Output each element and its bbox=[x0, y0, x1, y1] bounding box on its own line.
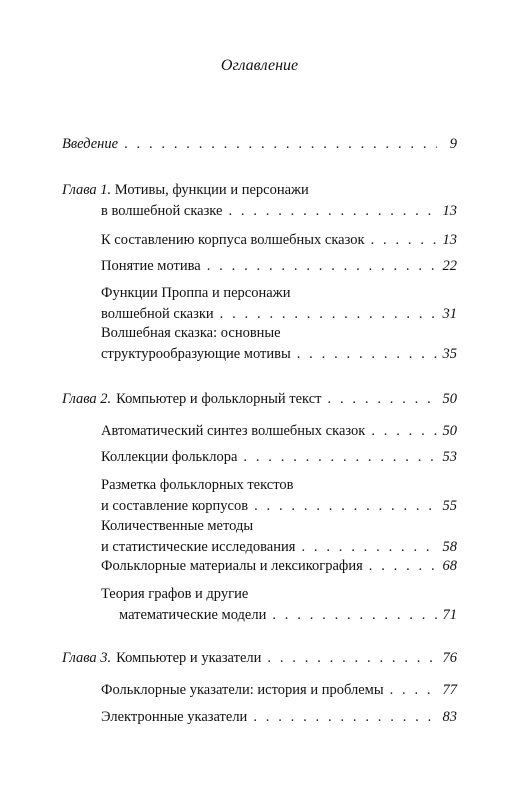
section-title-line: Функции Проппа и персонажи bbox=[101, 285, 291, 301]
leader-dots bbox=[301, 537, 436, 558]
toc-entry-section[interactable] bbox=[101, 230, 457, 251]
section-title-line: структурообразующие мотивы bbox=[101, 346, 291, 362]
page-number: 22 bbox=[442, 258, 457, 274]
chapter-title-line: Мотивы, функции и персонажи bbox=[114, 182, 309, 198]
page-number: 31 bbox=[442, 306, 457, 322]
section-title: Фольклорные указатели: история и проблемы bbox=[101, 682, 384, 698]
section-title-line: Волшебная сказка: основные bbox=[101, 325, 281, 341]
page-number: 77 bbox=[442, 682, 457, 698]
leader-dots bbox=[267, 648, 436, 669]
section-title-line: и статистические исследования bbox=[101, 539, 296, 555]
chapter-label: Глава 3. bbox=[62, 650, 112, 666]
page-number: 35 bbox=[442, 346, 457, 362]
chapter-title-line: в волшебной сказке bbox=[101, 203, 223, 219]
page-number: 83 bbox=[442, 709, 457, 725]
toc-entry-section[interactable] bbox=[101, 516, 457, 558]
toc-entry-section[interactable] bbox=[101, 680, 457, 701]
leader-dots bbox=[220, 304, 437, 325]
toc-entry-section[interactable] bbox=[101, 475, 457, 517]
chapter-label: Глава 1. bbox=[62, 182, 112, 198]
section-title-line: Количественные методы bbox=[101, 518, 254, 534]
chapter-title-line: Компьютер и указатели bbox=[116, 650, 262, 666]
leader-dots bbox=[369, 556, 437, 577]
leader-dots bbox=[371, 421, 436, 442]
leader-dots bbox=[254, 496, 436, 517]
leader-dots bbox=[124, 134, 437, 155]
chapter-label: Глава 2. bbox=[62, 391, 112, 407]
page-number: 9 bbox=[449, 136, 457, 152]
toc-entry-section[interactable] bbox=[101, 323, 457, 365]
toc-entry-section[interactable] bbox=[101, 283, 457, 325]
toc-entry-section[interactable] bbox=[101, 421, 457, 442]
toc-entry-intro[interactable] bbox=[62, 134, 457, 155]
toc-entry-section[interactable] bbox=[101, 256, 457, 277]
page-number: 76 bbox=[442, 650, 457, 666]
section-title-line: и составление корпусов bbox=[101, 498, 249, 514]
page-number: 58 bbox=[442, 539, 457, 555]
leader-dots bbox=[207, 256, 437, 277]
section-title: Коллекции фольклора bbox=[101, 449, 238, 465]
toc-entry-section[interactable] bbox=[101, 584, 457, 626]
toc-entry-section[interactable] bbox=[101, 707, 457, 728]
leader-dots bbox=[243, 447, 436, 468]
toc-entry-section[interactable] bbox=[101, 447, 457, 468]
leader-dots bbox=[272, 605, 436, 626]
leader-dots bbox=[390, 680, 437, 701]
page-number: 50 bbox=[442, 391, 457, 407]
page-number: 68 bbox=[442, 558, 457, 574]
page-number: 55 bbox=[442, 498, 457, 514]
page-number: 53 bbox=[442, 449, 457, 465]
page-number: 13 bbox=[442, 232, 457, 248]
page-number: 13 bbox=[442, 203, 457, 219]
page-number: 71 bbox=[442, 607, 457, 623]
leader-dots bbox=[297, 344, 437, 365]
toc-entry-label: Введение bbox=[62, 136, 119, 152]
page-title: Оглавление bbox=[220, 57, 299, 74]
leader-dots bbox=[328, 389, 437, 410]
chapter-title-line: Компьютер и фольклорный текст bbox=[116, 391, 322, 407]
toc-entry-chapter-2[interactable] bbox=[62, 389, 457, 410]
section-title-line: Теория графов и другие bbox=[101, 586, 249, 602]
leader-dots bbox=[371, 230, 437, 251]
toc-entry-chapter-1[interactable] bbox=[62, 180, 457, 222]
toc-entry-chapter-3[interactable] bbox=[62, 648, 457, 669]
section-title: Понятие мотива bbox=[101, 258, 201, 274]
section-title: Автоматический синтез волшебных сказок bbox=[101, 423, 366, 439]
leader-dots bbox=[253, 707, 436, 728]
section-title: Фольклорные материалы и лексикография bbox=[101, 558, 363, 574]
section-title-line: математические модели bbox=[119, 607, 267, 623]
page-number: 50 bbox=[442, 423, 457, 439]
section-title: К составлению корпуса волшебных сказок bbox=[101, 232, 365, 248]
section-title-line: Разметка фольклорных текстов bbox=[101, 477, 294, 493]
toc-entry-section[interactable] bbox=[101, 556, 457, 577]
section-title: Электронные указатели bbox=[101, 709, 248, 725]
section-title-line: волшебной сказки bbox=[101, 306, 214, 322]
leader-dots bbox=[228, 201, 436, 222]
